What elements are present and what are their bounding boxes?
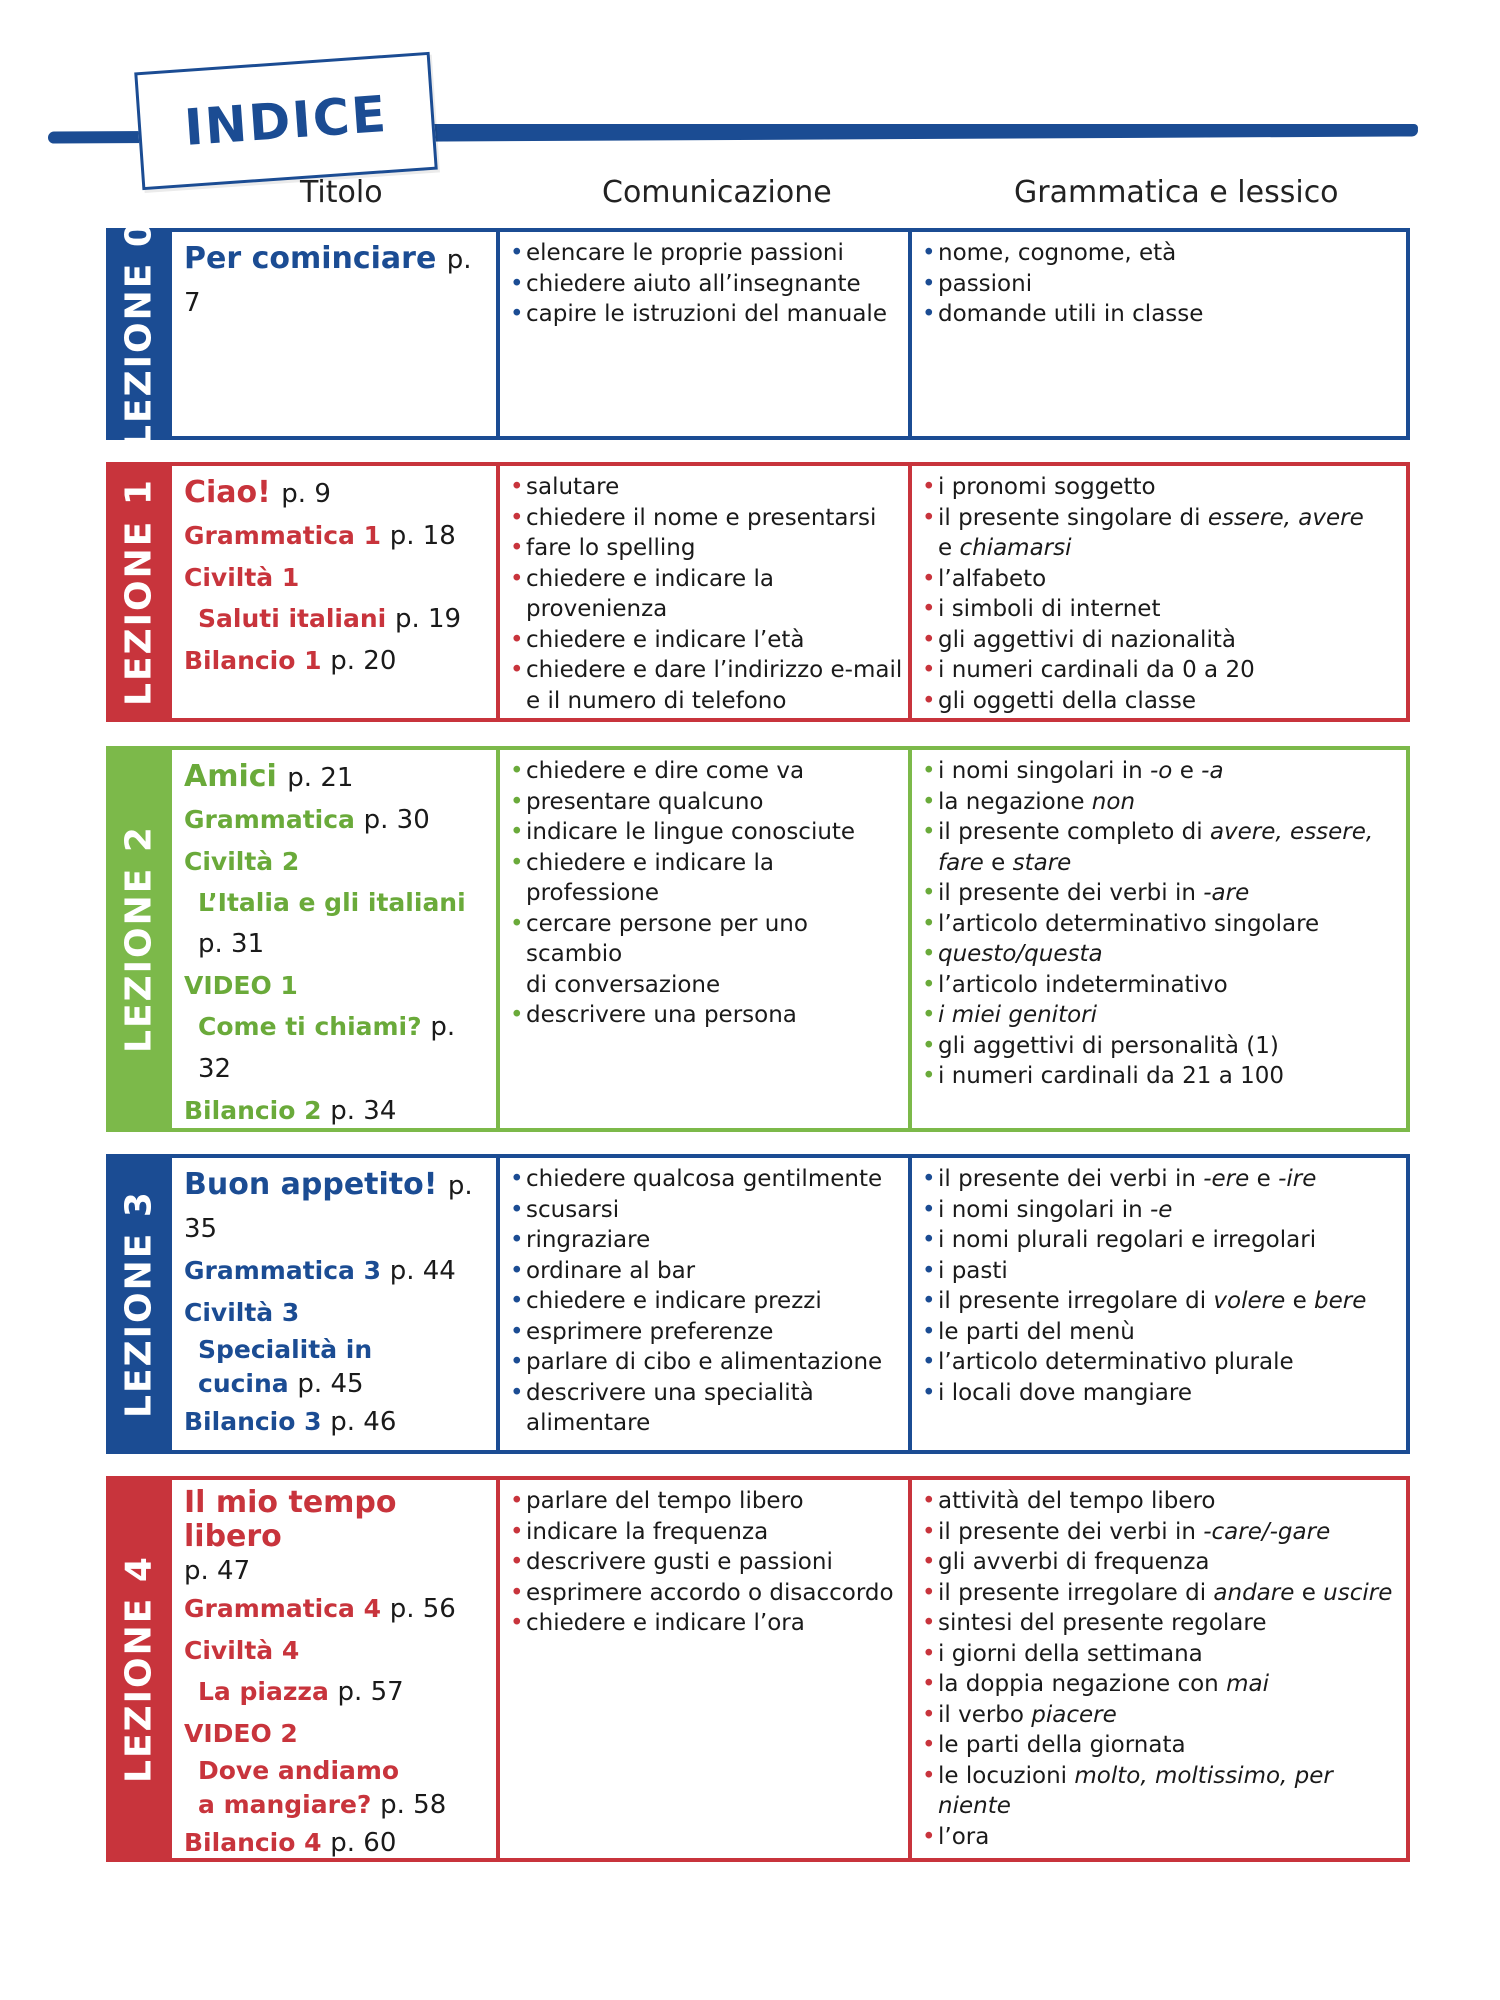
- list-item: • descrivere una specialità: [510, 1378, 908, 1409]
- title-entry: Civiltà 2: [184, 847, 300, 876]
- title-entry[interactable]: Grammatica 1 p. 18: [184, 521, 456, 551]
- title-entry[interactable]: Grammatica p. 30: [184, 805, 430, 835]
- list-item: • ordinare al bar: [510, 1256, 908, 1287]
- lesson-1-titles: [172, 466, 500, 718]
- list-item: • le locuzioni molto, moltissimo, per niente: [922, 1761, 1406, 1822]
- lesson-0-communication: [500, 232, 912, 436]
- list-item: • chiedere il nome e presentarsi: [510, 503, 908, 534]
- lesson-2-tab: [106, 750, 172, 1128]
- lesson-2-row: [106, 746, 1410, 1132]
- lesson-3-tab: [106, 1158, 172, 1450]
- lesson-4-grammar: [912, 1480, 1406, 1858]
- lesson-0-tab: [106, 220, 172, 448]
- list-item: • il presente dei verbi in -care/-gare: [922, 1517, 1406, 1548]
- list-item: • i pronomi soggetto: [922, 472, 1406, 503]
- list-item: • esprimere accordo o disaccordo: [510, 1578, 908, 1609]
- list-item: • chiedere qualcosa gentilmente: [510, 1164, 908, 1195]
- list-item: • presentare qualcuno: [510, 787, 908, 818]
- title-entry[interactable]: Buon appetito! p. 35: [184, 1167, 473, 1244]
- lesson-1-communication: [500, 466, 912, 718]
- list-item: • gli aggettivi di nazionalità: [922, 625, 1406, 656]
- list-item: • il presente completo di avere, essere,: [922, 817, 1406, 848]
- list-item: • il presente dei verbi in -are: [922, 878, 1406, 909]
- list-item: • chiedere e indicare prezzi: [510, 1286, 908, 1317]
- list-item: • capire le istruzioni del manuale: [510, 299, 908, 330]
- title-entry: Civiltà 4: [184, 1636, 300, 1665]
- title-entry: Civiltà 3: [184, 1298, 300, 1327]
- title-entry[interactable]: Grammatica 4 p. 56: [184, 1594, 456, 1624]
- lesson-4-titles: [172, 1480, 500, 1858]
- list-item: • l’ora: [922, 1822, 1406, 1853]
- list-item: • indicare le lingue conosciute: [510, 817, 908, 848]
- list-item: • attività del tempo libero: [922, 1486, 1406, 1517]
- title-entry[interactable]: Ciao! p. 9: [184, 475, 331, 510]
- list-item: • il presente dei verbi in -ere e -ire: [922, 1164, 1406, 1195]
- list-item: • l’articolo determinativo singolare: [922, 909, 1406, 940]
- page-title: INDICE: [182, 84, 390, 158]
- title-entry[interactable]: Come ti chiami? p. 32: [198, 1012, 456, 1084]
- list-item: • gli aggettivi di personalità (1): [922, 1031, 1406, 1062]
- list-item: • descrivere gusti e passioni: [510, 1547, 908, 1578]
- list-item: • elencare le proprie passioni: [510, 238, 908, 269]
- lesson-0-grammar: [912, 232, 1406, 436]
- list-item: • parlare del tempo libero: [510, 1486, 908, 1517]
- list-item: • il presente irregolare di volere e bere: [922, 1286, 1406, 1317]
- lesson-2-grammar: [912, 750, 1406, 1128]
- list-item: • descrivere una persona: [510, 1000, 908, 1031]
- lesson-3-communication: [500, 1158, 912, 1450]
- lesson-1-label: LEZIONE 1: [118, 478, 160, 706]
- title-entry[interactable]: a mangiare? p. 58: [198, 1790, 447, 1820]
- list-item: alimentare: [526, 1410, 651, 1436]
- list-item: di conversazione: [526, 971, 721, 998]
- list-item: • esprimere preferenze: [510, 1317, 908, 1348]
- column-header-comunicazione: Comunicazione: [602, 175, 832, 210]
- lesson-2-communication: [500, 750, 912, 1128]
- list-item: • le parti della giornata: [922, 1730, 1406, 1761]
- list-item: • i nomi plurali regolari e irregolari: [922, 1225, 1406, 1256]
- list-item: • sintesi del presente regolare: [922, 1608, 1406, 1639]
- list-item: • le parti del menù: [922, 1317, 1406, 1348]
- list-item: • i simboli di internet: [922, 594, 1406, 625]
- list-item: • chiedere aiuto all’insegnante: [510, 269, 908, 300]
- list-item: • chiedere e dare l’indirizzo e-mail: [510, 655, 908, 686]
- lesson-0-row: [106, 220, 1410, 448]
- column-header-grammatica: Grammatica e lessico: [1014, 175, 1339, 210]
- indice-title-tag: [134, 52, 438, 190]
- lesson-4-communication: [500, 1480, 912, 1858]
- title-entry[interactable]: Bilancio 4 p. 60: [184, 1828, 397, 1858]
- list-item: • i locali dove mangiare: [922, 1378, 1406, 1409]
- title-entry[interactable]: Bilancio 3 p. 46: [184, 1407, 397, 1437]
- list-item: • ringraziare: [510, 1225, 908, 1256]
- list-item: • i giorni della settimana: [922, 1639, 1406, 1670]
- title-entry: VIDEO 1: [184, 971, 298, 1000]
- lesson-4-tab: [106, 1480, 172, 1858]
- list-item: • i miei genitori: [922, 1000, 1406, 1031]
- lesson-2-label: LEZIONE 2: [118, 825, 160, 1053]
- list-item: • domande utili in classe: [922, 299, 1406, 330]
- lesson-3-row: [106, 1154, 1410, 1454]
- lesson-1-tab: [106, 466, 172, 718]
- list-item: • chiedere e indicare l’età: [510, 625, 908, 656]
- lesson-3-titles: [172, 1158, 500, 1450]
- lesson-4-label: LEZIONE 4: [118, 1555, 160, 1783]
- list-item: • salutare: [510, 472, 908, 503]
- title-entry[interactable]: cucina p. 45: [198, 1369, 364, 1399]
- list-item: • i nomi singolari in -o e -a: [922, 756, 1406, 787]
- list-item: • questo/questa: [922, 939, 1406, 970]
- title-entry[interactable]: Saluti italiani p. 19: [198, 604, 462, 634]
- list-item: e il numero di telefono: [526, 687, 787, 714]
- column-header-titolo: Titolo: [300, 175, 383, 210]
- lesson-2-titles: [172, 750, 500, 1128]
- title-entry[interactable]: Per cominciare p. 7: [184, 241, 472, 318]
- list-item: • la negazione non: [922, 787, 1406, 818]
- list-item: • chiedere e indicare l’ora: [510, 1608, 908, 1639]
- list-item: • il verbo piacere: [922, 1700, 1406, 1731]
- list-item: • cercare persone per uno scambio: [510, 909, 908, 970]
- header-stripe-right: [420, 124, 1418, 132]
- title-entry[interactable]: p. 47: [184, 1556, 251, 1586]
- list-item: • chiedere e indicare la provenienza: [510, 564, 908, 625]
- lesson-0-label: LEZIONE 0: [118, 220, 160, 448]
- list-item: • chiedere e dire come va: [510, 756, 908, 787]
- list-item: • i pasti: [922, 1256, 1406, 1287]
- list-item: fare e stare: [938, 849, 1072, 876]
- list-item: • i numeri cardinali da 0 a 20: [922, 655, 1406, 686]
- list-item: • nome, cognome, età: [922, 238, 1406, 269]
- list-item: • indicare la frequenza: [510, 1517, 908, 1548]
- list-item: • scusarsi: [510, 1195, 908, 1226]
- lesson-1-row: [106, 462, 1410, 722]
- list-item: • l’articolo determinativo plurale: [922, 1347, 1406, 1378]
- list-item: • i nomi singolari in -e: [922, 1195, 1406, 1226]
- list-item: • chiedere e indicare la professione: [510, 848, 908, 909]
- lesson-4-row: [106, 1476, 1410, 1862]
- list-item: • fare lo spelling: [510, 533, 908, 564]
- title-entry[interactable]: L’Italia e gli italiani p. 31: [198, 888, 466, 959]
- list-item: • gli oggetti della classe: [922, 686, 1406, 717]
- title-entry: VIDEO 2: [184, 1719, 298, 1748]
- title-entry[interactable]: Amici p. 21: [184, 759, 354, 794]
- lesson-3-label: LEZIONE 3: [118, 1190, 160, 1418]
- list-item: • i numeri cardinali da 21 a 100: [922, 1061, 1406, 1092]
- list-item: • l’alfabeto: [922, 564, 1406, 595]
- title-entry[interactable]: Il mio tempo libero: [184, 1485, 397, 1554]
- title-entry[interactable]: Dove andiamo: [198, 1756, 400, 1785]
- title-entry: Civiltà 1: [184, 563, 300, 592]
- lesson-0-titles: [172, 232, 500, 436]
- list-item: • gli avverbi di frequenza: [922, 1547, 1406, 1578]
- list-item: • l’articolo indeterminativo: [922, 970, 1406, 1001]
- list-item: • passioni: [922, 269, 1406, 300]
- title-entry[interactable]: Bilancio 1 p. 20: [184, 646, 397, 676]
- title-entry[interactable]: Bilancio 2 p. 34: [184, 1096, 397, 1126]
- title-entry[interactable]: La piazza p. 57: [198, 1677, 404, 1707]
- list-item: • parlare di cibo e alimentazione: [510, 1347, 908, 1378]
- lesson-1-grammar: [912, 466, 1406, 718]
- list-item: • la doppia negazione con mai: [922, 1669, 1406, 1700]
- list-item: • il presente irregolare di andare e uscire: [922, 1578, 1406, 1609]
- lesson-3-grammar: [912, 1158, 1406, 1450]
- list-item: e chiamarsi: [938, 535, 1072, 561]
- title-entry[interactable]: Specialità in: [198, 1335, 373, 1364]
- title-entry[interactable]: Grammatica 3 p. 44: [184, 1256, 456, 1286]
- list-item: • il presente singolare di essere, avere: [922, 503, 1406, 534]
